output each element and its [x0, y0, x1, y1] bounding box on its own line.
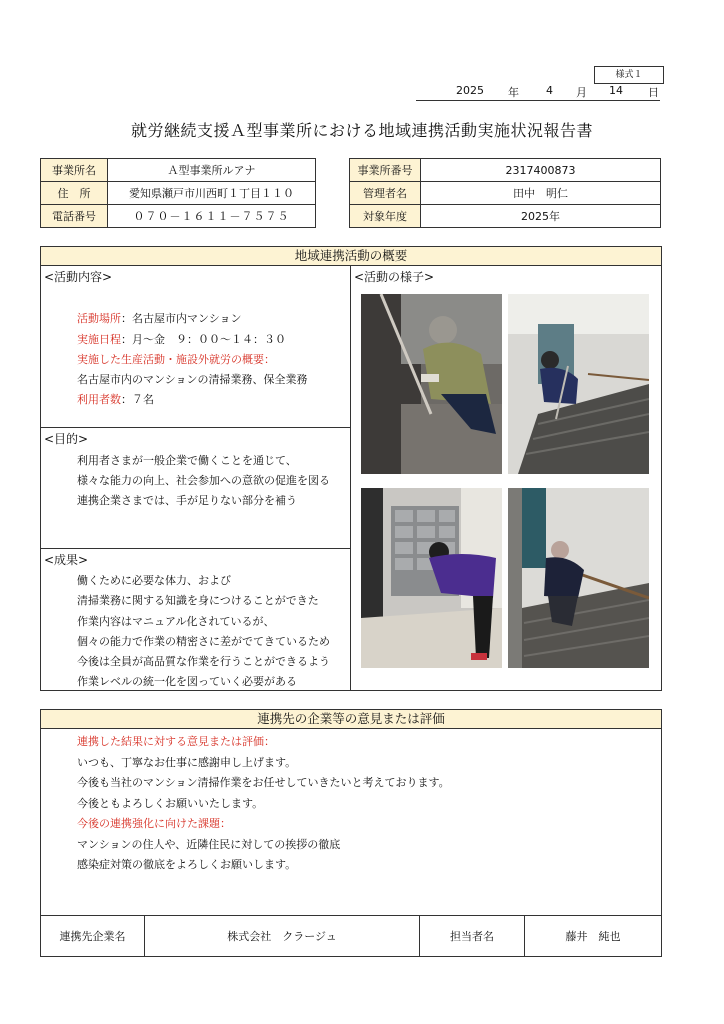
opinion-label: 連携した結果に対する意見または評価： — [77, 735, 275, 748]
results-line: 個々の能力で作業の精密さに差がでてきているため — [77, 635, 330, 648]
purpose-line: 連携企業さまでは、手が足りない部分を補う — [77, 494, 297, 507]
results-line: 清掃業務に関する知識を身につけることができた — [77, 594, 319, 607]
info-value: 田中 明仁 — [421, 182, 661, 205]
place-label: 活動場所 — [77, 312, 121, 325]
results-line: 今後は全員が高品質な作業を行うことができるよう — [77, 655, 330, 668]
date-day-unit: 日 — [648, 86, 659, 99]
contact-person-value: 藤井 純也 — [565, 930, 621, 943]
users-value: ：７名 — [121, 393, 154, 406]
place-value: ：名古屋市内マンション — [121, 312, 242, 325]
info-value: ０７０－１６１１－７５７５ — [108, 205, 316, 228]
info-label: 事業所番号 — [350, 159, 421, 182]
schedule-label: 実施日程 — [77, 333, 121, 346]
date-year: 2025 — [456, 84, 484, 97]
issue-line: マンションの住人や、近隣住民に対しての挨拶の徹底 — [77, 838, 341, 851]
issue-label: 今後の連携強化に向けた課題： — [77, 817, 231, 830]
activity-label: <活動内容> — [44, 270, 113, 284]
results-line: 作業内容はマニュアル化されているが、 — [77, 615, 275, 628]
issue-line: 感染症対策の徹底をよろしくお願いします。 — [77, 858, 297, 871]
info-label: 電話番号 — [41, 205, 108, 228]
opinion-line: 今後も当社のマンション清掃作業をお任せしていきたいと考えております。 — [77, 776, 450, 789]
report-date — [416, 84, 660, 101]
office-info-table — [40, 158, 316, 228]
info-label: 対象年度 — [350, 205, 421, 228]
purpose-line: 利用者さまが一般企業で働くことを通じて、 — [77, 454, 297, 467]
feedback-panel — [40, 709, 662, 957]
form-number-label: 様式１ — [594, 66, 664, 84]
purpose-line: 様々な能力の向上、社会参加への意欲の促進を図る — [77, 474, 330, 487]
results-label: <成果> — [44, 553, 89, 567]
purpose-label: <目的> — [44, 432, 89, 446]
results-line: 働くために必要な体力、および — [77, 574, 231, 587]
overview-heading: 地域連携活動の概要 — [41, 247, 661, 266]
partner-company-value: 株式会社 クラージュ — [227, 930, 337, 943]
contact-person-label: 担当者名 — [450, 930, 494, 943]
results-line: 作業レベルの統一化を図っていく必要がある — [77, 675, 297, 688]
info-value: 愛知県瀬戸市川西町１丁目１１０ — [108, 182, 316, 205]
info-value: 2317400873 — [421, 159, 661, 182]
info-label: 管理者名 — [350, 182, 421, 205]
activity-photo-3 — [361, 488, 502, 668]
opinion-line: いつも、丁寧なお仕事に感謝申し上げます。 — [77, 756, 297, 769]
photos-label: <活動の様子> — [354, 270, 435, 284]
info-label: 事業所名 — [41, 159, 108, 182]
info-value: 2025年 — [421, 205, 661, 228]
activity-photo-4 — [508, 488, 649, 668]
users-label: 利用者数 — [77, 393, 121, 406]
activity-photo-1 — [361, 294, 502, 474]
info-label: 住 所 — [41, 182, 108, 205]
activity-place — [77, 310, 242, 326]
office-id-table — [349, 158, 661, 228]
overview-panel — [40, 246, 662, 691]
schedule-value: ：月～金 ９：００～１４：３０ — [121, 333, 286, 346]
date-month-unit: 月 — [576, 86, 587, 99]
date-month: 4 — [546, 84, 553, 97]
info-value: Ａ型事業所ルアナ — [108, 159, 316, 182]
production-value: 名古屋市内のマンションの清掃業務、保全業務 — [77, 373, 308, 386]
date-day: 14 — [609, 84, 623, 97]
activity-photo-2 — [508, 294, 649, 474]
opinion-line: 今後ともよろしくお願いいたします。 — [77, 797, 264, 810]
partner-company-label: 連携先企業名 — [59, 930, 126, 943]
feedback-heading: 連携先の企業等の意見または評価 — [41, 710, 661, 729]
activity-schedule — [77, 331, 286, 347]
date-year-unit: 年 — [508, 86, 519, 99]
page-title: 就労継続支援Ａ型事業所における地域連携活動実施状況報告書 — [130, 121, 593, 140]
activity-users — [77, 391, 154, 407]
production-label: 実施した生産活動・施設外就労の概要： — [77, 353, 275, 366]
